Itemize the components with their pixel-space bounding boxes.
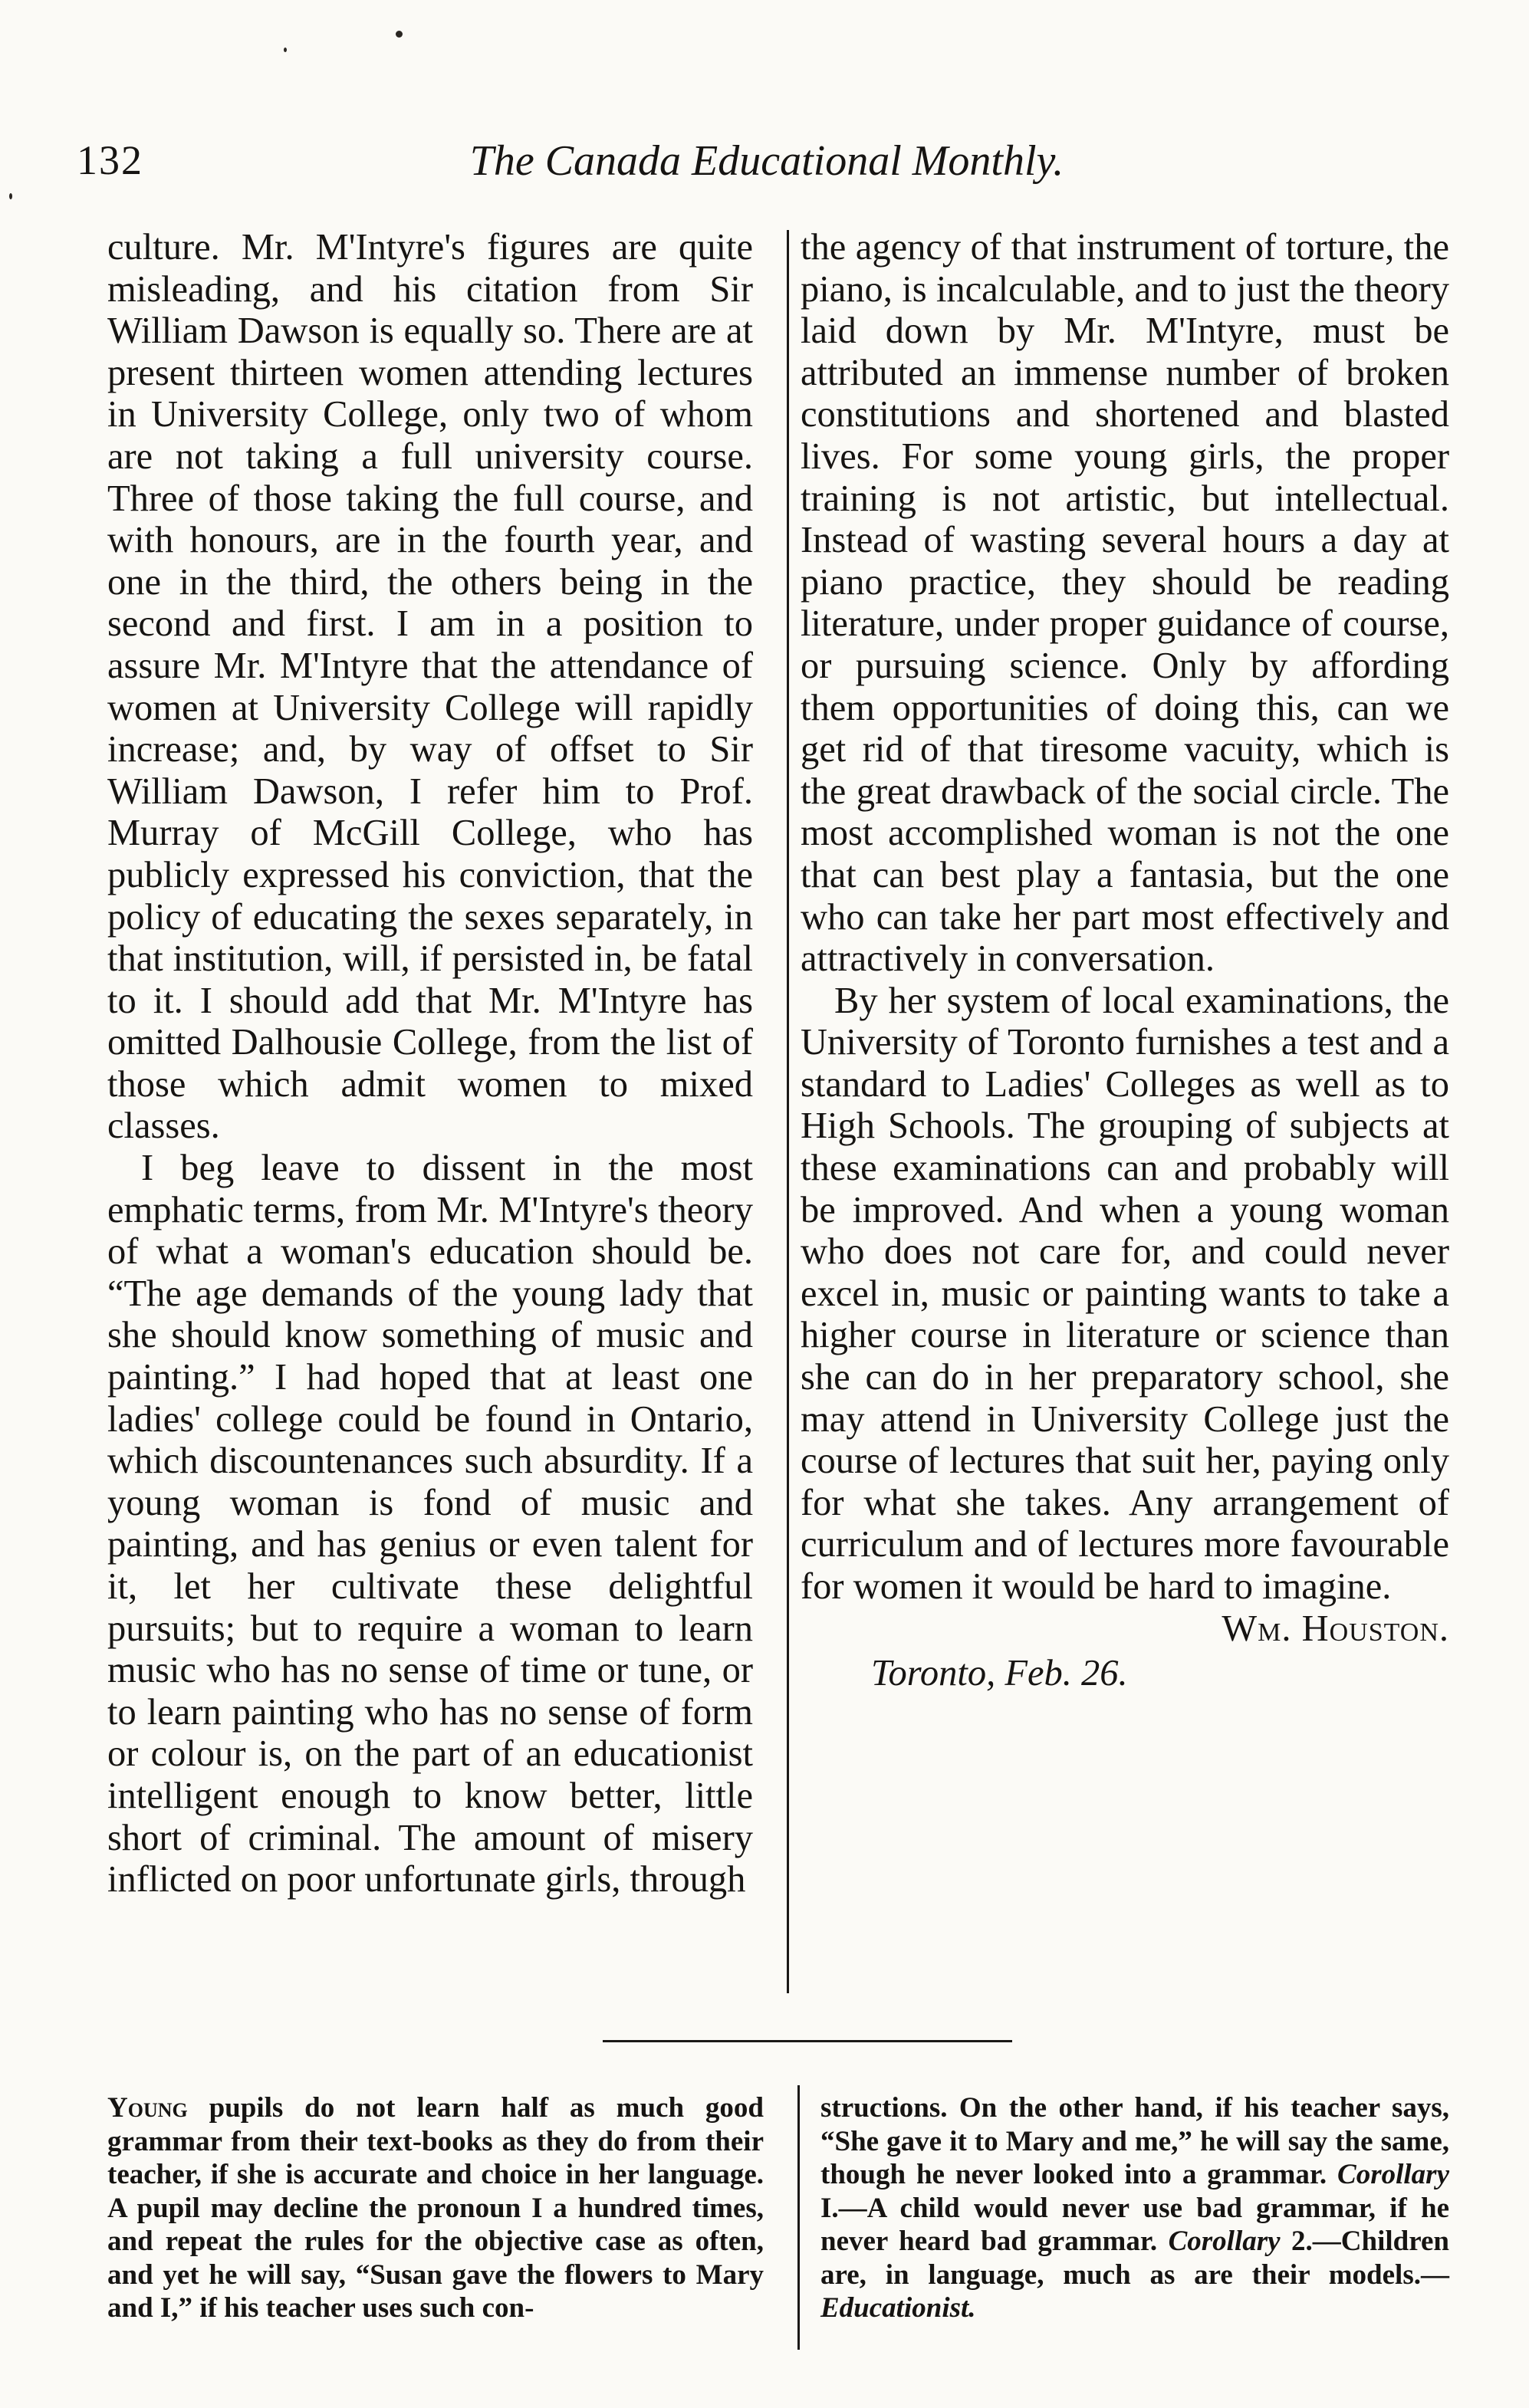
note-left-column [107, 2091, 764, 2325]
letter-paragraph-continued: the agency of that instrument of torture, the piano, is incalculable, and to just the theory laid down by Mr. M'Intyre, must be attributed an immense number of broken constitutions and shortened and blasted lives. For some young girls, the proper training is not artistic, but intellectual. Instead of wasting several hours a day at piano practice, they should be reading literature, under proper guidance of course, or pursuing science. Only by affording them opportunities of doing this, can we get rid of that tiresome vacuity, which is the great drawback of the social circle. The most accomplished woman is not the one that can best play a fantasia, but the one who can take her part most effectively and attractively in conversation. [801, 227, 1449, 980]
letter-left-column [107, 227, 753, 1901]
section-divider [603, 2040, 1012, 2042]
note-lead-word: Young [107, 2092, 188, 2124]
running-title: The Canada Educational Monthly. [469, 137, 1064, 185]
dateline: Toronto, Feb. 26. [871, 1653, 1128, 1694]
letter-right-column [801, 227, 1449, 1695]
author-signature: Wm. Houston. [1222, 1608, 1449, 1649]
note-text: 2.—Children are, in language, much as are their models.— [820, 2226, 1449, 2291]
letter-paragraph: I beg leave to dissent in the most emphatic terms, from Mr. M'Intyre's theory of what a woman's education should be. “The age demands of the young lady that she should know something of music and painting.” I had hoped that at least one ladies' college could be found in Ontario, which discountenances such absurdity. If a young woman is fond of music and painting, and has genius or even talent for it, let her cultivate these delightful pursuits; but to require a woman to learn music who has no sense of time or tune, or to learn painting who has no sense of form or colour is, on the part of an educationist intelligent enough to know better, little short of criminal. The amount of misery inflicted on poor unfortunate girls, through [107, 1148, 753, 1900]
note-paragraph-continued [820, 2091, 1449, 2325]
corollary-label: Corollary [1168, 2226, 1281, 2257]
letter-paragraph: culture. Mr. M'Intyre's figures are quite misleading, and his citation from Sir William Dawson is equally so. There are at present thirteen women attending lectures in University College, only two of whom are not taking a full university course. Three of those taking the full course, and with honours, are in the fourth year, and one in the third, the others being in the second and first. I am in a position to assure Mr. M'Intyre that the attendance of women at University College will rapidly increase; and, by way of offset to Sir William Dawson, I refer him to Prof. Murray of McGill College, who has publicly expressed his conviction, that the policy of educating the sexes separately, in that institution, will, if persisted in, be fatal to it. I should add that Mr. M'Intyre has omitted Dalhousie College, from the list of those which admit women to mixed classes. [107, 227, 753, 1147]
note-right-column [820, 2091, 1449, 2325]
page-header [77, 136, 1472, 205]
note-column-divider [797, 2085, 800, 2350]
note-text: structions. On the other hand, if his teacher says, “She gave it to Mary and me,” he will say the same, though he never looked into a grammar. [820, 2092, 1449, 2190]
letter-paragraph: By her system of local examinations, the University of Toronto furnishes a test and a standard to Ladies' Colleges as well as to High Schools. The grouping of subjects at these examinations can and probably will be improved. And when a young woman who does not care for, and could never excel in, music or painting wants to take a higher course in literature or science than she can do in her preparatory school, she may attend in University College just the course of lectures that suit her, paying only for what she takes. Any arrangement of curriculum and of lectures more favourable for women it would be hard to imagine. [801, 980, 1449, 1607]
column-divider [787, 230, 789, 1993]
print-speck [396, 31, 403, 38]
note-paragraph [107, 2091, 764, 2325]
page-number: 132 [77, 137, 143, 183]
note-text: I.—A child would never use bad grammar, if he never heard bad grammar. [820, 2192, 1449, 2257]
signature-line [801, 1608, 1449, 1651]
note-source: Educationist. [820, 2292, 976, 2324]
note-text: pupils do not learn half as much good grammar from their text-books as they do from their teacher, if she is accurate and choice in her language. A pupil may decline the pronoun I a hundred times, and repeat the rules for the objective case as often, and yet he will say, “Susan gave the flowers to Mary and I,” if his teacher uses such con- [107, 2092, 764, 2324]
print-speck [9, 193, 12, 199]
corollary-label: Corollary [1337, 2159, 1449, 2190]
print-speck [284, 48, 287, 52]
